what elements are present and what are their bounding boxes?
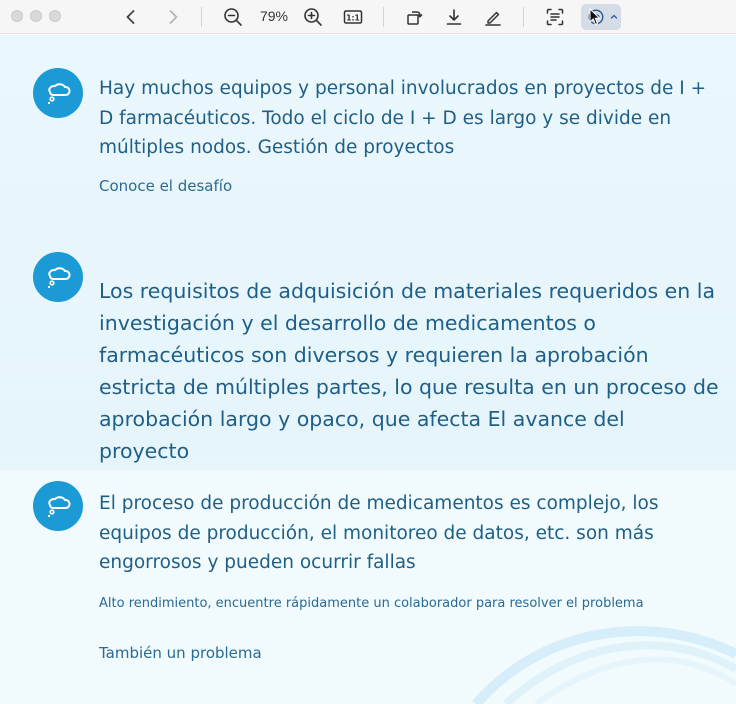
close-window-button[interactable] <box>11 10 23 22</box>
visual-lookup-button[interactable] <box>581 4 621 30</box>
toolbar-divider <box>201 7 202 27</box>
mouse-pointer-icon <box>589 8 601 26</box>
zoom-level: 79% <box>259 8 289 24</box>
chevron-down-icon <box>609 12 619 22</box>
text-recognition-icon <box>545 7 565 27</box>
zoom-window-button[interactable] <box>49 10 61 22</box>
section-3-footer: También un problema <box>99 644 262 662</box>
download-icon <box>444 7 464 27</box>
highlight-icon <box>483 7 503 27</box>
section-1-note: Conoce el desafío <box>99 177 233 195</box>
rotate-icon <box>404 7 424 27</box>
toolbar-divider <box>383 7 384 27</box>
toolbar-divider <box>523 7 524 27</box>
forward-button[interactable] <box>160 4 186 30</box>
zoom-in-icon <box>303 7 323 27</box>
chevron-left-icon <box>121 7 141 27</box>
window-controls <box>11 10 61 22</box>
decorative-swoosh <box>436 614 736 704</box>
document-page <box>0 35 736 704</box>
zoom-out-button[interactable] <box>220 4 246 30</box>
actual-size-button[interactable] <box>340 4 366 30</box>
zoom-in-button[interactable] <box>300 4 326 30</box>
viewer-toolbar <box>0 0 736 34</box>
live-text-button[interactable] <box>542 4 568 30</box>
minimize-window-button[interactable] <box>30 10 42 22</box>
actual-size-icon <box>343 7 363 27</box>
section-3-body: El proceso de producción de medicamentos es complejo, los equipos de producción, el monitoreo de datos, etc. son más engorrosos y pueden ocurrir fallas <box>99 493 659 573</box>
section-3-note: Alto rendimiento, encuentre rápidamente un colaborador para resolver el problema <box>99 596 644 611</box>
section-2-body: Los requisitos de adquisición de materiales requeridos en la investigación y el desarrollo de medicamentos o farmacéuticos son diversos y requieren la aprobación estricta de múltiples partes, lo que resulta en un proceso de aprobación largo y opaco, que afecta El avance del proyecto <box>99 279 719 463</box>
thought-bubble-icon <box>33 252 83 302</box>
chevron-right-icon <box>163 7 183 27</box>
thought-bubble-icon <box>33 481 83 531</box>
markup-button[interactable] <box>480 4 506 30</box>
thought-bubble-icon <box>33 68 83 118</box>
zoom-out-icon <box>223 7 243 27</box>
back-button[interactable] <box>118 4 144 30</box>
rotate-button[interactable] <box>401 4 427 30</box>
section-1-body: Hay muchos equipos y personal involucrados en proyectos de I + D farmacéuticos. Todo el ciclo de I + D es largo y se divide en múltiples nodos. Gestión de proyectos <box>99 78 707 158</box>
download-button[interactable] <box>441 4 467 30</box>
svg-text:1:1: 1:1 <box>346 13 360 23</box>
